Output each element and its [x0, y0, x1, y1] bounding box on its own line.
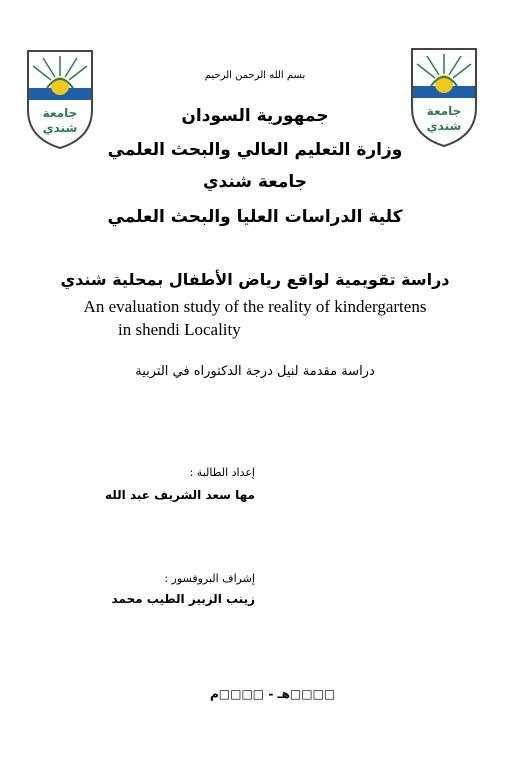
shendi-seal-icon: [25, 48, 95, 150]
header-college: كلية الدراسات العليا والبحث العلمي: [107, 207, 403, 227]
thesis-title-english-line2: in shendi Locality: [118, 320, 241, 339]
basmala: بسم الله الرحمن الرحيم: [204, 70, 306, 81]
svg-text:شندي: شندي: [426, 119, 462, 133]
svg-text:شندي: شندي: [42, 121, 78, 135]
supervisor-name: زينب الزبير الطيب محمد: [111, 592, 255, 606]
svg-text:جامعة: جامعة: [426, 104, 462, 118]
thesis-title-english-line1: An evaluation study of the reality of kindergartens: [83, 297, 427, 316]
supervisor-label: إشراف البروفسور :: [164, 572, 255, 585]
shendi-seal-icon: [409, 46, 479, 148]
student-label: إعداد الطالبة :: [189, 466, 255, 479]
thesis-title-arabic: دراسة تقويمية لواقع رياض الأطفال بمحلية شندي: [60, 270, 450, 289]
degree-statement: دراسة مقدمة لنيل درجة الدكتوراه في التربية: [135, 364, 375, 379]
svg-text:جامعة: جامعة: [42, 106, 78, 120]
university-logo-right: [409, 46, 479, 148]
header-university: جامعة شندي: [202, 172, 308, 192]
header-ministry: وزارة التعليم العالي والبحث العلمي: [107, 140, 403, 160]
student-name: مها سعد الشريف عبد الله: [105, 488, 255, 502]
university-logo-left: [25, 48, 95, 150]
submission-date: □□□□هـ - □□□□م: [210, 687, 336, 701]
header-republic: جمهورية السودان: [181, 106, 329, 126]
